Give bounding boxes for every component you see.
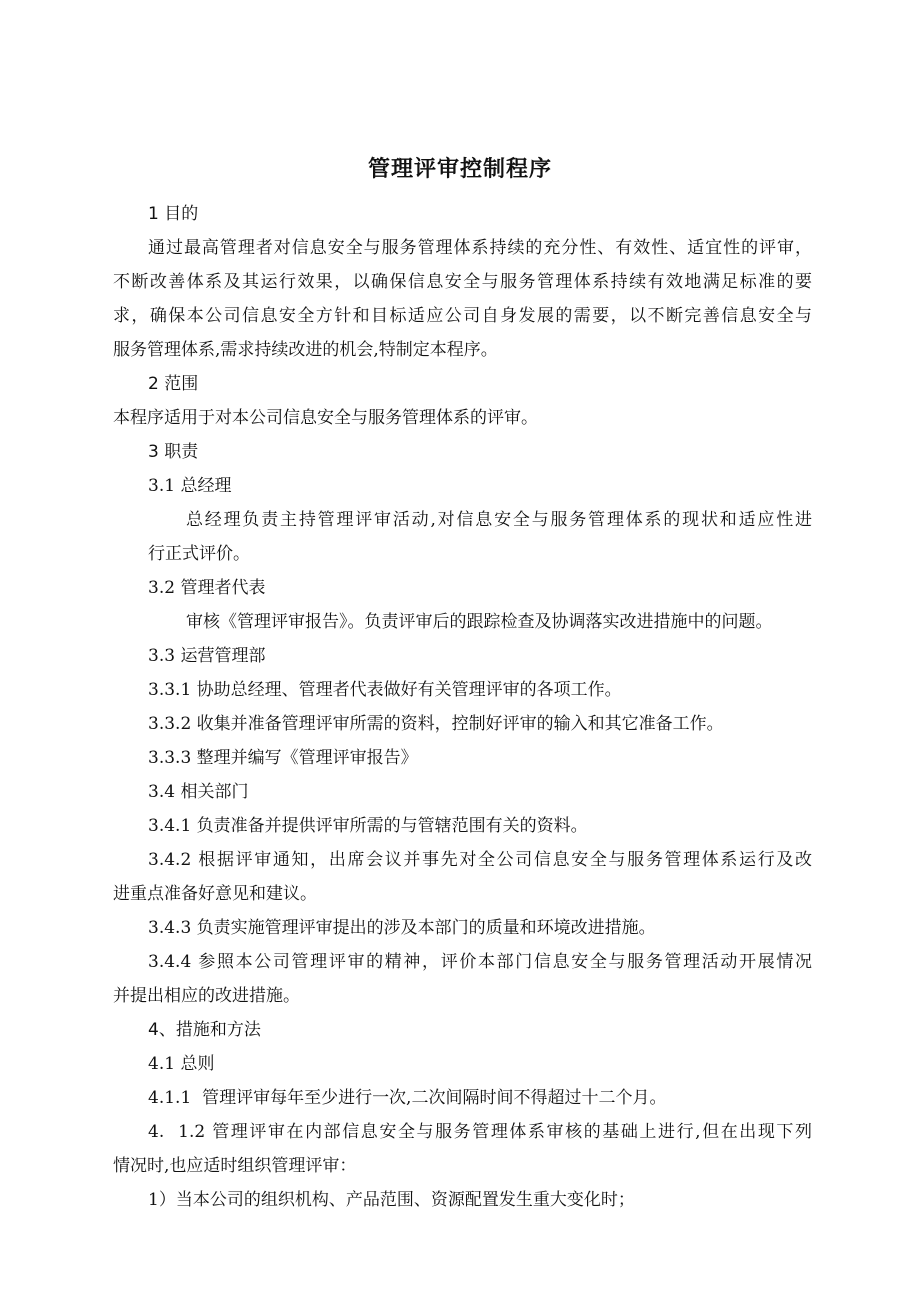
paragraph-line: 审核《管理评审报告》。负责评审后的跟踪检查及协调落实改进措施中的问题。 [186, 612, 773, 632]
subsection-heading: 3.2 管理者代表 [148, 578, 266, 598]
paragraph-line: 不断改善体系及其运行效果，以确保信息安全与服务管理体系持续有效地满足标准的要 [113, 272, 812, 292]
section-heading-responsibilities: 3 职责 [148, 442, 199, 462]
paragraph-line: 总经理负责主持管理评审活动,对信息安全与服务管理体系的现状和适应性进 [186, 510, 812, 530]
paragraph-line: 3.4.2 根据评审通知，出席会议并事先对全公司信息安全与服务管理体系运行及改 [148, 850, 812, 870]
paragraph-line: 4.1.1 管理评审每年至少进行一次,二次间隔时间不得超过十二个月。 [148, 1088, 667, 1108]
paragraph-line: 3.4.4 参照本公司管理评审的精神，评价本部门信息安全与服务管理活动开展情况 [148, 952, 812, 972]
paragraph-line: 行正式评价。 [148, 544, 250, 564]
section-heading-scope: 2 范围 [148, 374, 199, 394]
paragraph-line: 3.3.1 协助总经理、管理者代表做好有关管理评审的各项工作。 [148, 680, 622, 700]
paragraph-line: 本程序适用于对本公司信息安全与服务管理体系的评审。 [113, 408, 538, 428]
list-item: 1）当本公司的组织机构、产品范围、资源配置发生重大变化时； [148, 1190, 635, 1210]
subsection-heading: 4.1 总则 [148, 1054, 215, 1074]
section-heading-measures: 4、措施和方法 [148, 1020, 261, 1040]
subsection-heading: 3.4 相关部门 [148, 782, 249, 802]
paragraph-line: 服务管理体系,需求持续改进的机会,特制定本程序。 [113, 340, 498, 360]
paragraph-line: 情况时,也应适时组织管理评审： [113, 1156, 357, 1176]
paragraph-line: 4. 1.2 管理评审在内部信息安全与服务管理体系审核的基础上进行,但在出现下列 [148, 1122, 812, 1142]
paragraph-line: 进重点准备好意见和建议。 [113, 884, 317, 904]
paragraph-line: 3.3.2 收集并准备管理评审所需的资料，控制好评审的输入和其它准备工作。 [148, 714, 724, 734]
paragraph-line: 3.4.1 负责准备并提供评审所需的与管辖范围有关的资料。 [148, 816, 588, 836]
section-heading-purpose: 1 目的 [148, 204, 199, 224]
paragraph-line: 求，确保本公司信息安全方针和目标适应公司自身发展的需要，以不断完善信息安全与 [113, 306, 812, 326]
subsection-heading: 3.3 运营管理部 [148, 646, 266, 666]
paragraph-line: 3.4.3 负责实施管理评审提出的涉及本部门的质量和环境改进措施。 [148, 918, 656, 938]
subsection-heading: 3.1 总经理 [148, 476, 232, 496]
paragraph-line: 并提出相应的改进措施。 [113, 986, 300, 1006]
document-title: 管理评审控制程序 [367, 157, 552, 182]
paragraph-line: 通过最高管理者对信息安全与服务管理体系持续的充分性、有效性、适宜性的评审， [148, 238, 812, 258]
paragraph-line: 3.3.3 整理并编写《管理评审报告》 [148, 748, 418, 768]
